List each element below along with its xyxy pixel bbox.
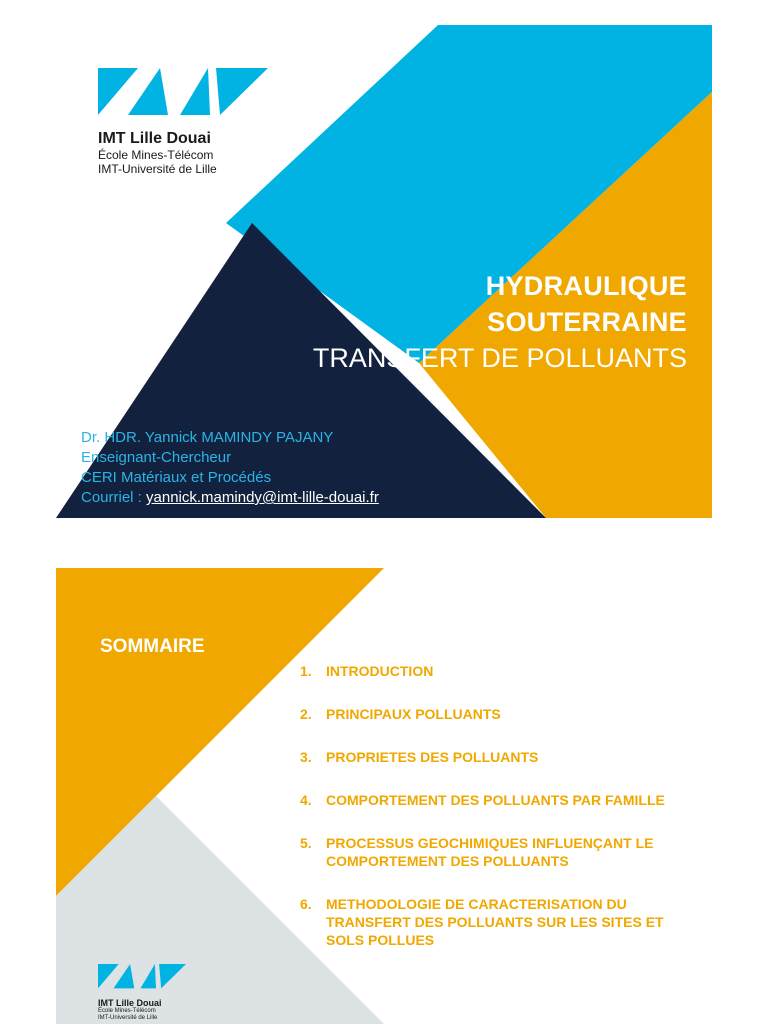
title-slide (56, 25, 712, 518)
author-block (81, 428, 379, 508)
summary-item (300, 705, 700, 723)
imt-logo-mark-icon (98, 68, 268, 118)
author-contact (81, 488, 379, 508)
item-text: COMPORTEMENT DES POLLUANTS PAR FAMILLE (326, 792, 665, 808)
author-role: Enseignant-Chercheur (81, 449, 232, 466)
item-number: 4. (300, 792, 312, 808)
logo-line-2: IMT-Université de Lille (98, 1015, 158, 1021)
item-text: INTRODUCTION (326, 663, 434, 679)
summary-heading: SOMMAIRE (100, 636, 205, 657)
item-text: METHODOLOGIE DE CARACTERISATION DU TRANSFERT DES POLLUANTS SUR LES SITES ET SOLS POLLUES (326, 896, 664, 948)
summary-item (300, 662, 700, 680)
imt-logo-small (98, 964, 186, 1022)
summary-item (300, 748, 700, 766)
logo-name: IMT Lille Douai (98, 130, 211, 147)
summary-slide (56, 568, 712, 1024)
author-department: CERI Matériaux et Procédés (81, 469, 272, 486)
title-line-1: HYDRAULIQUE (485, 271, 687, 301)
logo-name: IMT Lille Douai (98, 998, 162, 1008)
imt-logo-mark-icon (98, 964, 186, 990)
summary-item (300, 895, 700, 949)
item-text: PROCESSUS GEOCHIMIQUES INFLUENÇANT LE COMPORTEMENT DES POLLUANTS (326, 835, 654, 869)
logo-line-1: École Mines-Télécom (98, 1008, 156, 1014)
title-block (313, 268, 687, 376)
email-label: Courriel : (81, 489, 147, 506)
subtitle: TRANSFERT DE POLLUANTS (312, 343, 687, 373)
item-number: 1. (300, 663, 312, 679)
summary-item (300, 834, 700, 870)
item-text: PRINCIPAUX POLLUANTS (326, 706, 501, 722)
logo-line-2: IMT-Université de Lille (98, 162, 217, 176)
item-text: PROPRIETES DES POLLUANTS (326, 749, 539, 765)
logo-line-1: École Mines-Télécom (98, 148, 214, 162)
author-name: Dr. HDR. Yannick MAMINDY PAJANY (81, 429, 334, 446)
item-number: 5. (300, 835, 312, 851)
item-number: 2. (300, 706, 312, 722)
item-number: 6. (300, 896, 312, 912)
summary-list (300, 662, 700, 956)
item-number: 3. (300, 749, 312, 765)
imt-logo (98, 68, 268, 176)
title-line-2: SOUTERRAINE (487, 307, 687, 337)
summary-item (300, 791, 700, 809)
email-link[interactable]: yannick.mamindy@imt-lille-douai.fr (146, 489, 379, 506)
